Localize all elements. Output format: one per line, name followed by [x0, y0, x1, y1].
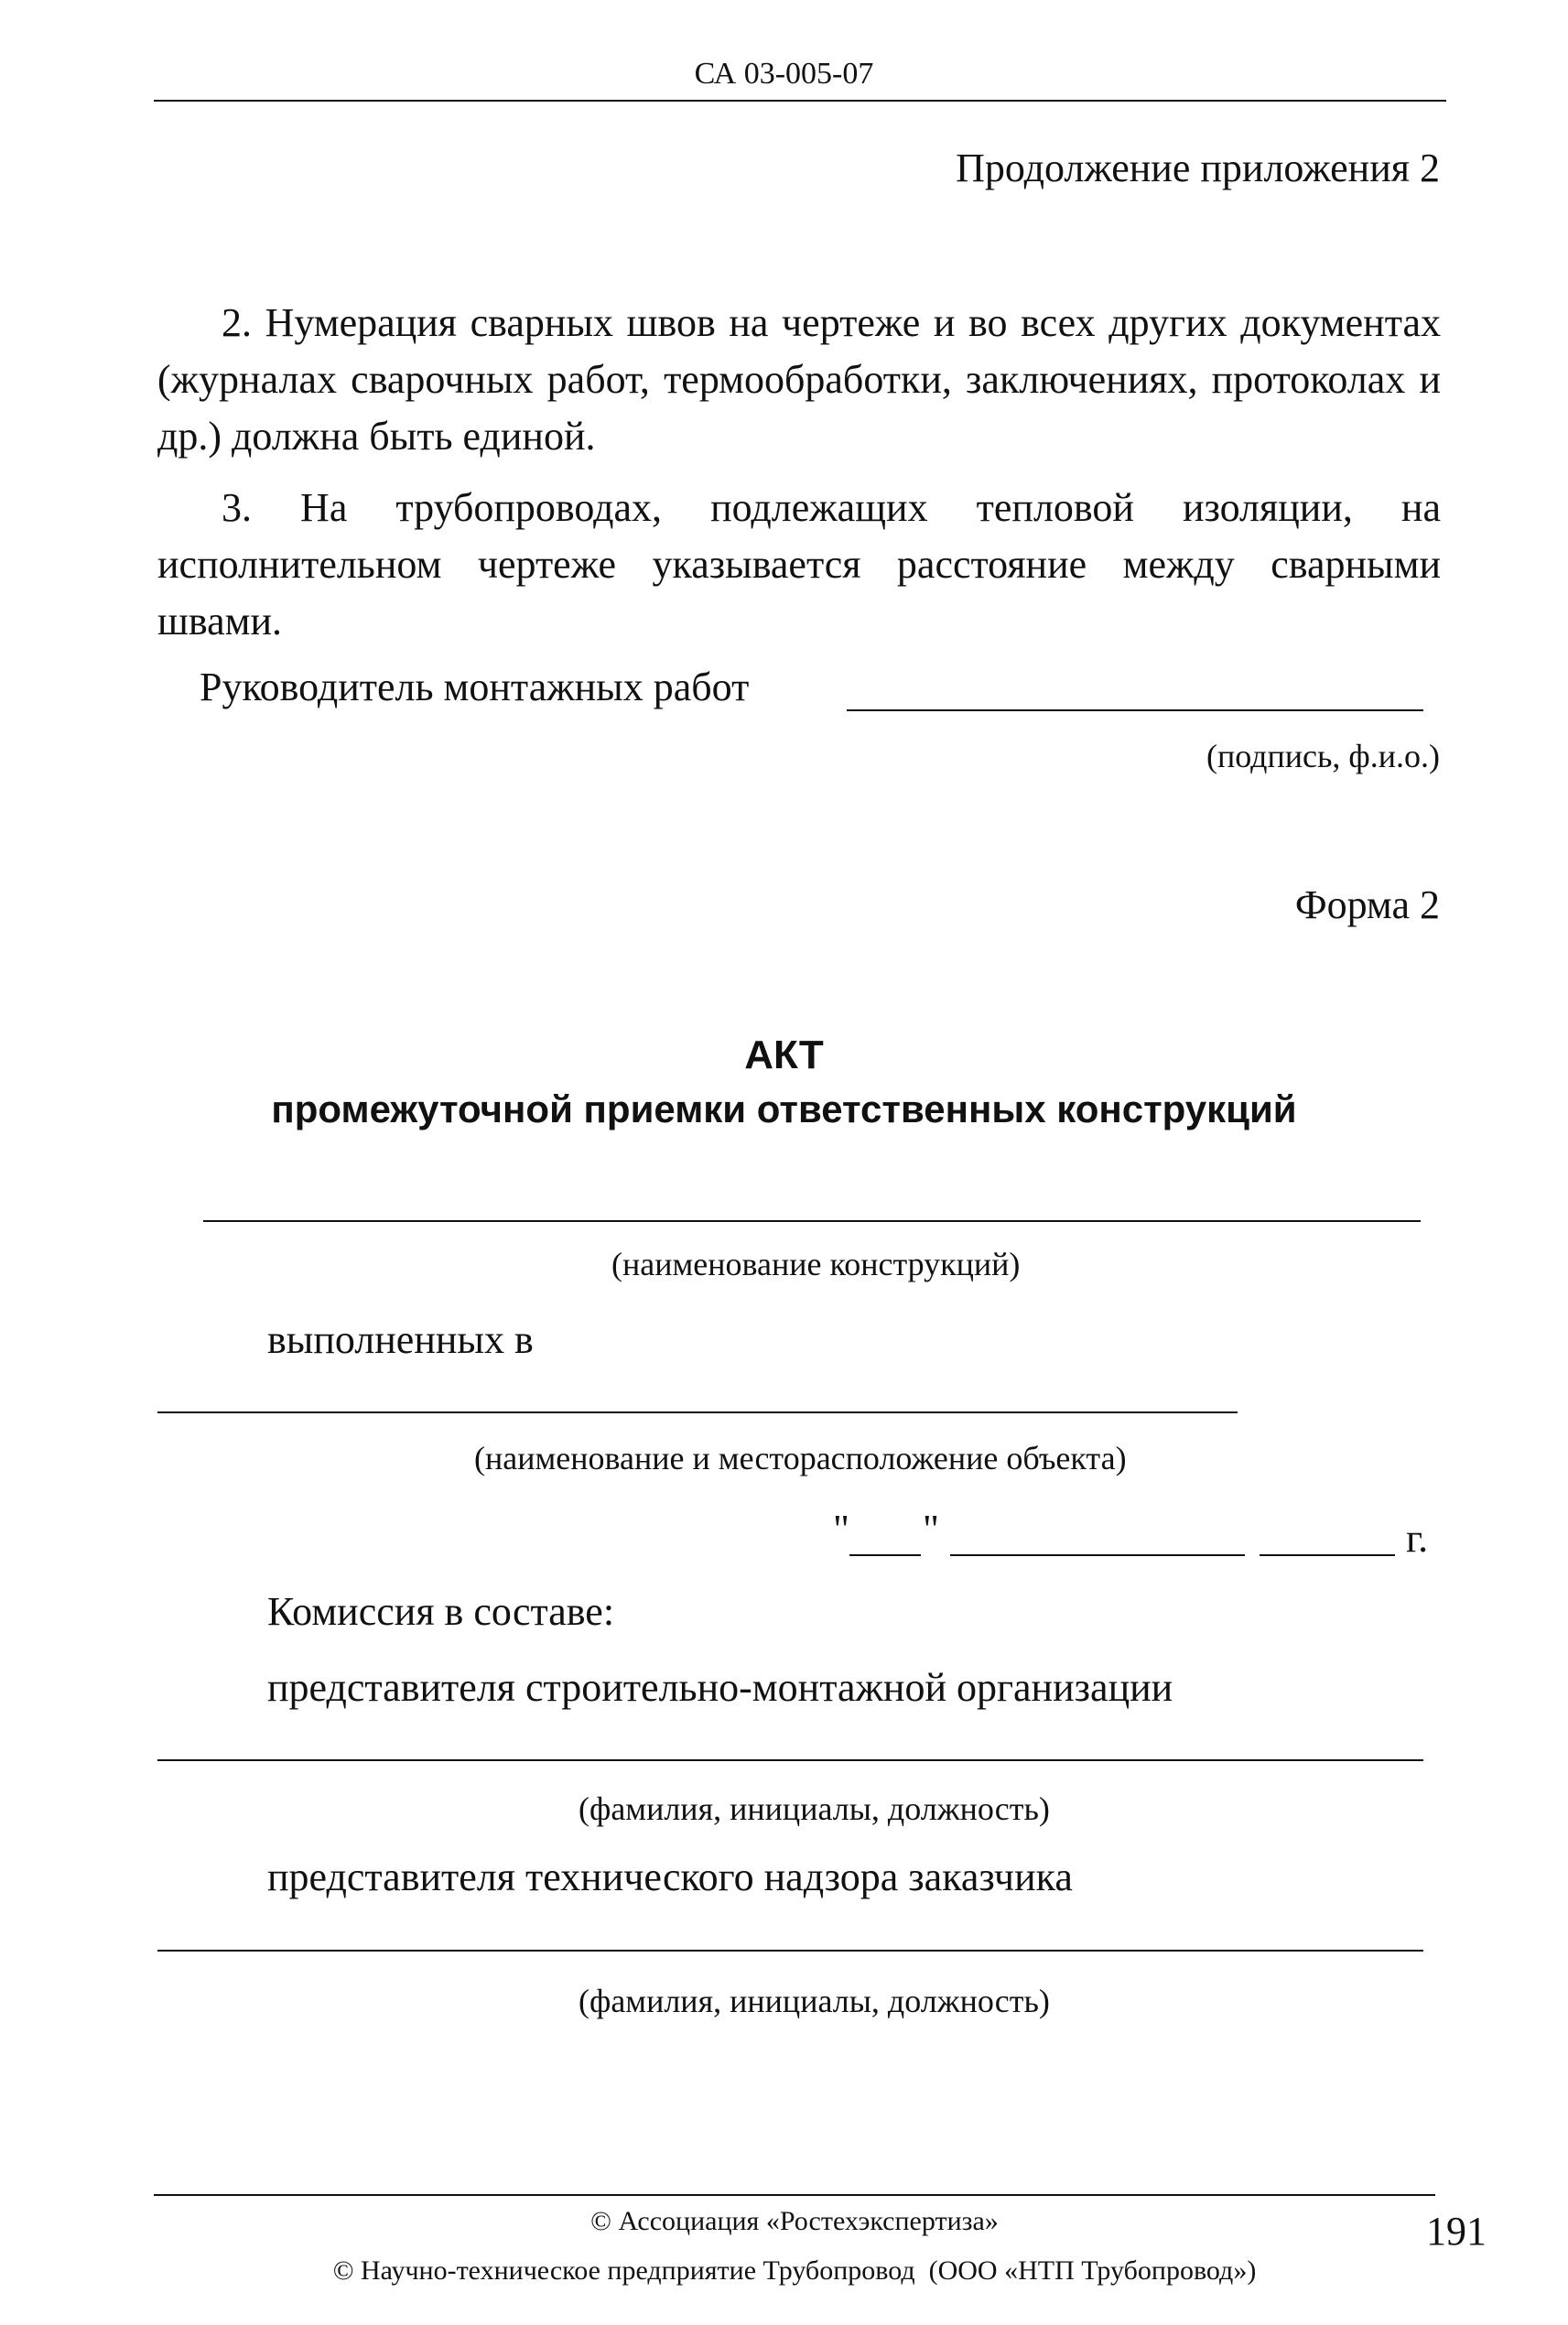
- signature-line: [847, 709, 1423, 711]
- structures-line: [203, 1220, 1421, 1222]
- object-line: [157, 1411, 1238, 1413]
- act-subtitle: промежуточной приемки ответственных конструкций: [271, 1087, 1297, 1130]
- date-year-line: [1260, 1554, 1395, 1556]
- builder-representative-label: представителя строительно-монтажной организации: [267, 1665, 1173, 1710]
- commission-label: Комиссия в составе:: [267, 1589, 615, 1634]
- form-label: Форма 2: [1294, 882, 1440, 927]
- paragraph-3: 3. На трубопроводах, подлежащих тепловой изоляции, на исполнительном чертеже указывается расстояние между сварными швами.: [157, 485, 1441, 643]
- document-code: СА 03-005-07: [694, 57, 874, 91]
- date-quote-open: ": [833, 1507, 849, 1552]
- page-number: 191: [1426, 2209, 1487, 2254]
- builder-representative-caption: (фамилия, инициалы, должность): [579, 1790, 1050, 1827]
- act-title: АКТ: [744, 1033, 824, 1077]
- footer-copyright-1: © Ассоциация «Ростехэкспертиза»: [590, 2206, 999, 2236]
- structures-caption: (наименование конструкций): [611, 1246, 1021, 1282]
- continuation-label: Продолжение приложения 2: [956, 146, 1440, 190]
- supervision-representative-caption: (фамилия, инициалы, должность): [579, 1983, 1050, 2019]
- header-rule: [154, 100, 1446, 102]
- footer-rule: [154, 2194, 1435, 2196]
- object-caption: (наименование и месторасположение объекта): [474, 1440, 1127, 1476]
- paragraph-2: 2. Нумерация сварных швов на чертеже и во всех других документах (журналах сварочных работ, термообработки, заключениях, протоколах и др.) должна быть единой.: [157, 300, 1441, 459]
- date-month-line: [950, 1554, 1245, 1556]
- date-year-suffix: г.: [1406, 1516, 1429, 1561]
- date-quote-close: ": [923, 1507, 939, 1552]
- signature-label: Руководитель монтажных работ: [200, 665, 750, 709]
- date-day-line: [849, 1554, 921, 1556]
- supervision-representative-label: представителя технического надзора заказчика: [267, 1855, 1073, 1899]
- supervision-representative-line: [157, 1950, 1423, 1952]
- builder-representative-line: [157, 1759, 1423, 1761]
- executed-in-label: выполненных в: [267, 1317, 534, 1362]
- signature-caption: (подпись, ф.и.о.): [1206, 738, 1440, 774]
- footer-copyright-2: © Научно-техническое предприятие Трубопровод (ООО «НТП Трубопровод»): [332, 2255, 1257, 2286]
